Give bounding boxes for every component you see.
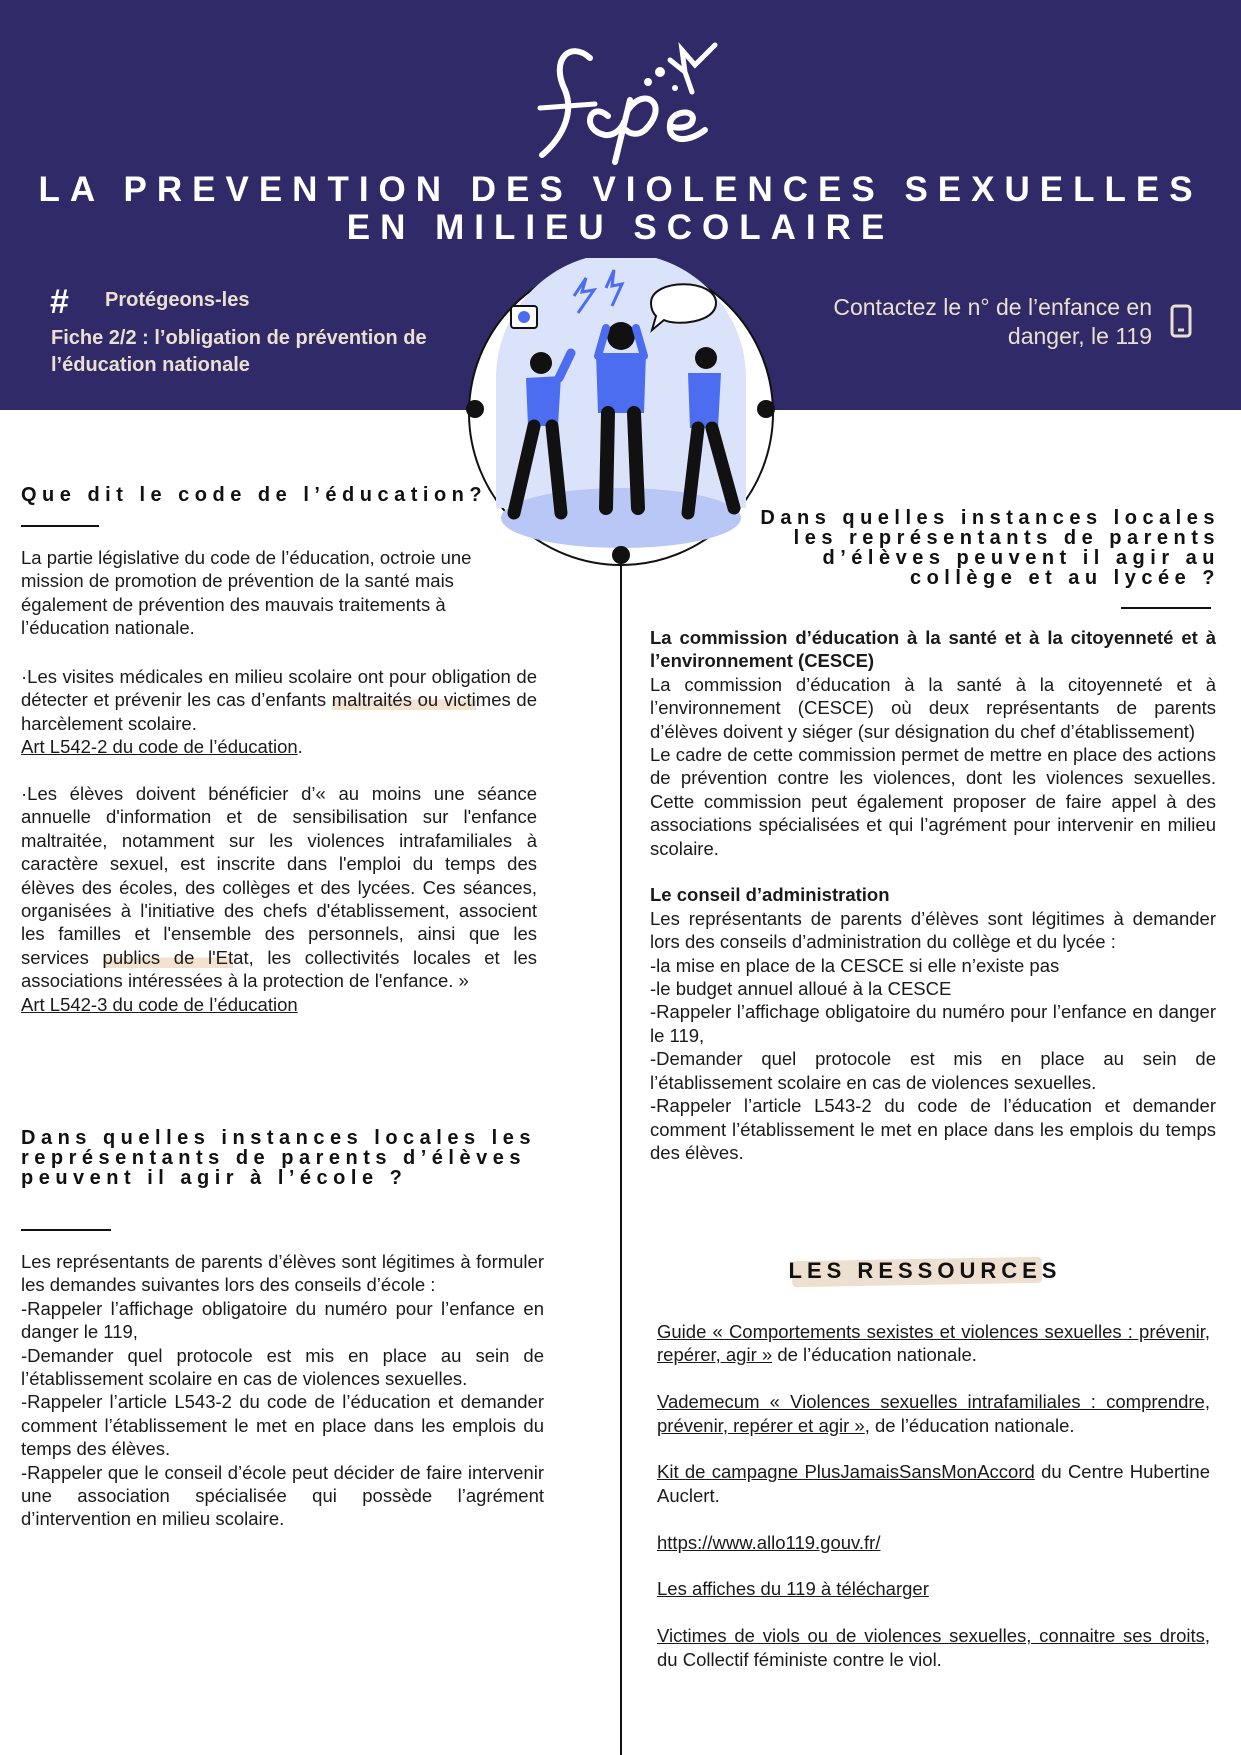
- resource-link-guide[interactable]: Guide « Comportements sexistes et violences sexuelles : prévenir, repérer, agir »: [657, 1321, 1210, 1366]
- resource-item: [657, 1320, 1210, 1367]
- ca-item: -la mise en place de la CESCE si elle n’existe pas: [650, 954, 1060, 976]
- fiche-subtitle: Fiche 2/2 : l’obligation de prévention de l’éducation nationale: [51, 327, 427, 376]
- divider-dot-bottom: [612, 546, 630, 564]
- resource-link-kit[interactable]: Kit de campagne PlusJamaisSansMonAccord: [657, 1461, 1035, 1483]
- resource-link-victimes[interactable]: Victimes de viols ou de violences sexuelles, connaitre ses droits: [657, 1625, 1205, 1647]
- resource-item: [657, 1624, 1210, 1671]
- p3-highlight: publics de l'Et: [102, 946, 234, 968]
- p3-text-a: ·Les élèves doivent bénéficier d’« au moins une séance annuelle d'information et de sensibilisation sur l'enfance maltraitée, notamment sur les violences intrafamiliales à caractère sexuel, est inscrite dans l'emploi du temps des élèves des écoles, des collèges et des lycées. Ces séances, organisées à l'initiative des chefs d'établissement, associent les familles et l'ensemble des personnels, ainsi que les services: [21, 783, 537, 968]
- p2-highlight: maltraités ou victi: [331, 689, 476, 711]
- hashtag-label: Protégeons-les: [105, 289, 250, 311]
- resources-heading-text: LES RESSOURCES: [788, 1258, 1062, 1283]
- section-rule: [21, 525, 99, 527]
- illustration-students: [466, 258, 776, 568]
- ecole-line: -Rappeler l’article L543-2 du code de l’éducation et demander comment l’établissement le met en place dans les emplois du temps des élèves.: [21, 1391, 544, 1460]
- hashtag-icon: #: [50, 283, 69, 321]
- ca-item: -Rappeler l’article L543-2 du code de l’éducation et demander comment l’établissement le met en place dans les emplois du temps des élèves.: [650, 1095, 1216, 1163]
- section-heading-college: Dans quelles instances locales les représentants de parents d’élèves peuvent il agir au collège et au lycée ?: [760, 507, 1220, 589]
- resource-item: [657, 1460, 1210, 1507]
- resource-item: [657, 1390, 1210, 1437]
- ecole-line: Les représentants de parents d’élèves sont légitimes à formuler les demandes suivantes lors des conseils d’école :: [21, 1251, 544, 1296]
- section-ecole-body: [21, 1250, 544, 1531]
- p2-text-b: mes de harcèlement scolaire.: [21, 689, 537, 734]
- ca-item: -Rappeler l’affichage obligatoire du numéro pour l’enfance en danger le 119,: [650, 1001, 1216, 1046]
- resource-link-vademecum[interactable]: Vademecum « Violences sexuelles intrafamiliales : comprendre, prévenir, repérer et agir »: [657, 1391, 1210, 1436]
- phone-icon: [1170, 304, 1192, 338]
- divider-dot-right: [757, 400, 775, 418]
- cesce-title: La commission d’éducation à la santé et à la citoyenneté et à l’environnement (CESCE): [650, 627, 1216, 672]
- resources-list: [657, 1320, 1210, 1694]
- ref-l542-3-link[interactable]: Art L542-3 du code de l’éducation: [21, 993, 298, 1015]
- section-heading-ecole: Dans quelles instances locales les représentants de parents d’élèves peuvent il agir à l’école ?: [21, 1127, 536, 1189]
- resources-heading: [780, 1255, 1070, 1287]
- resource-suffix: de l’éducation nationale.: [772, 1344, 977, 1366]
- section-rule: [21, 1229, 111, 1231]
- ca-item: -Demander quel protocole est mis en place au sein de l’établissement scolaire en cas de violences sexuelles.: [650, 1048, 1216, 1093]
- resource-suffix: , de l’éducation nationale.: [864, 1414, 1075, 1436]
- page-title-line-2: EN MILIEU SCOLAIRE: [346, 208, 895, 247]
- ecole-line: -Demander quel protocole est mis en place au sein de l’établissement scolaire en cas de violences sexuelles.: [21, 1344, 544, 1390]
- section-code-p3: [21, 782, 537, 1016]
- ca-intro: Les représentants de parents d’élèves sont légitimes à demander lors des conseils d’administration du collège et du lycée :: [650, 907, 1216, 953]
- section-code-intro: La partie législative du code de l’éducation, octroie une mission de promotion de prévention de la santé mais également de prévention des mauvais traitements à l’éducation nationale.: [21, 547, 472, 639]
- resource-suffix: du Centre Hubertine Auclert.: [657, 1461, 1210, 1506]
- p2-period: .: [297, 736, 303, 758]
- resource-item: [657, 1577, 1210, 1600]
- resource-link-affiches[interactable]: Les affiches du 119 à télécharger: [657, 1578, 929, 1600]
- page-title-line-1: LA PREVENTION DES VIOLENCES SEXUELLES: [38, 170, 1203, 209]
- resource-link-allo119[interactable]: https://www.allo119.gouv.fr/: [657, 1531, 881, 1553]
- resource-suffix: , du Collectif féministe contre le viol.: [657, 1625, 1210, 1670]
- section-rule: [1121, 607, 1211, 609]
- p2-text-a: ·Les visites médicales en milieu scolaire ont pour obligation de détecter et prévenir les cas d’enfants: [21, 666, 537, 711]
- section-college-body: [650, 626, 1216, 1164]
- fcpe-logo: [520, 30, 720, 165]
- ecole-line: -Rappeler l’affichage obligatoire du numéro pour l’enfance en danger le 119,: [21, 1297, 544, 1343]
- ca-item: -le budget annuel alloué à la CESCE: [650, 978, 952, 1000]
- divider-dot-left: [466, 400, 484, 418]
- ca-title: Le conseil d’administration: [650, 884, 890, 906]
- ecole-line: -Rappeler que le conseil d’école peut décider de faire intervenir une association spécialisée qui possède l’agrément d’intervention en milieu scolaire.: [21, 1461, 544, 1530]
- contact-119: Contactez le n° de l’enfance en danger, le 119: [833, 294, 1152, 349]
- p3-text-b: at, les collectivités locales et les associations intéressées à la protection de l'enfance. »: [21, 946, 537, 992]
- resource-item: [657, 1531, 1210, 1554]
- cesce-p2: Le cadre de cette commission permet de mettre en place des actions de prévention contre les violences, dont les violences sexuelles. Cette commission peut également proposer de faire appel à des associations spécialisées et qui l’agrément pour intervenir en milieu scolaire.: [650, 744, 1216, 859]
- section-heading-code: Que dit le code de l’éducation?: [21, 484, 488, 506]
- section-code-p2: [21, 665, 537, 759]
- cesce-p1: La commission d’éducation à la santé à la citoyenneté et à l’environnement (CESCE) où deux représentants de parents d’élèves doivent y siéger (sur désignation du chef d’établissement): [650, 673, 1216, 742]
- column-divider: [620, 555, 622, 1755]
- ref-l542-2-link[interactable]: Art L542-2 du code de l’éducation: [21, 736, 298, 758]
